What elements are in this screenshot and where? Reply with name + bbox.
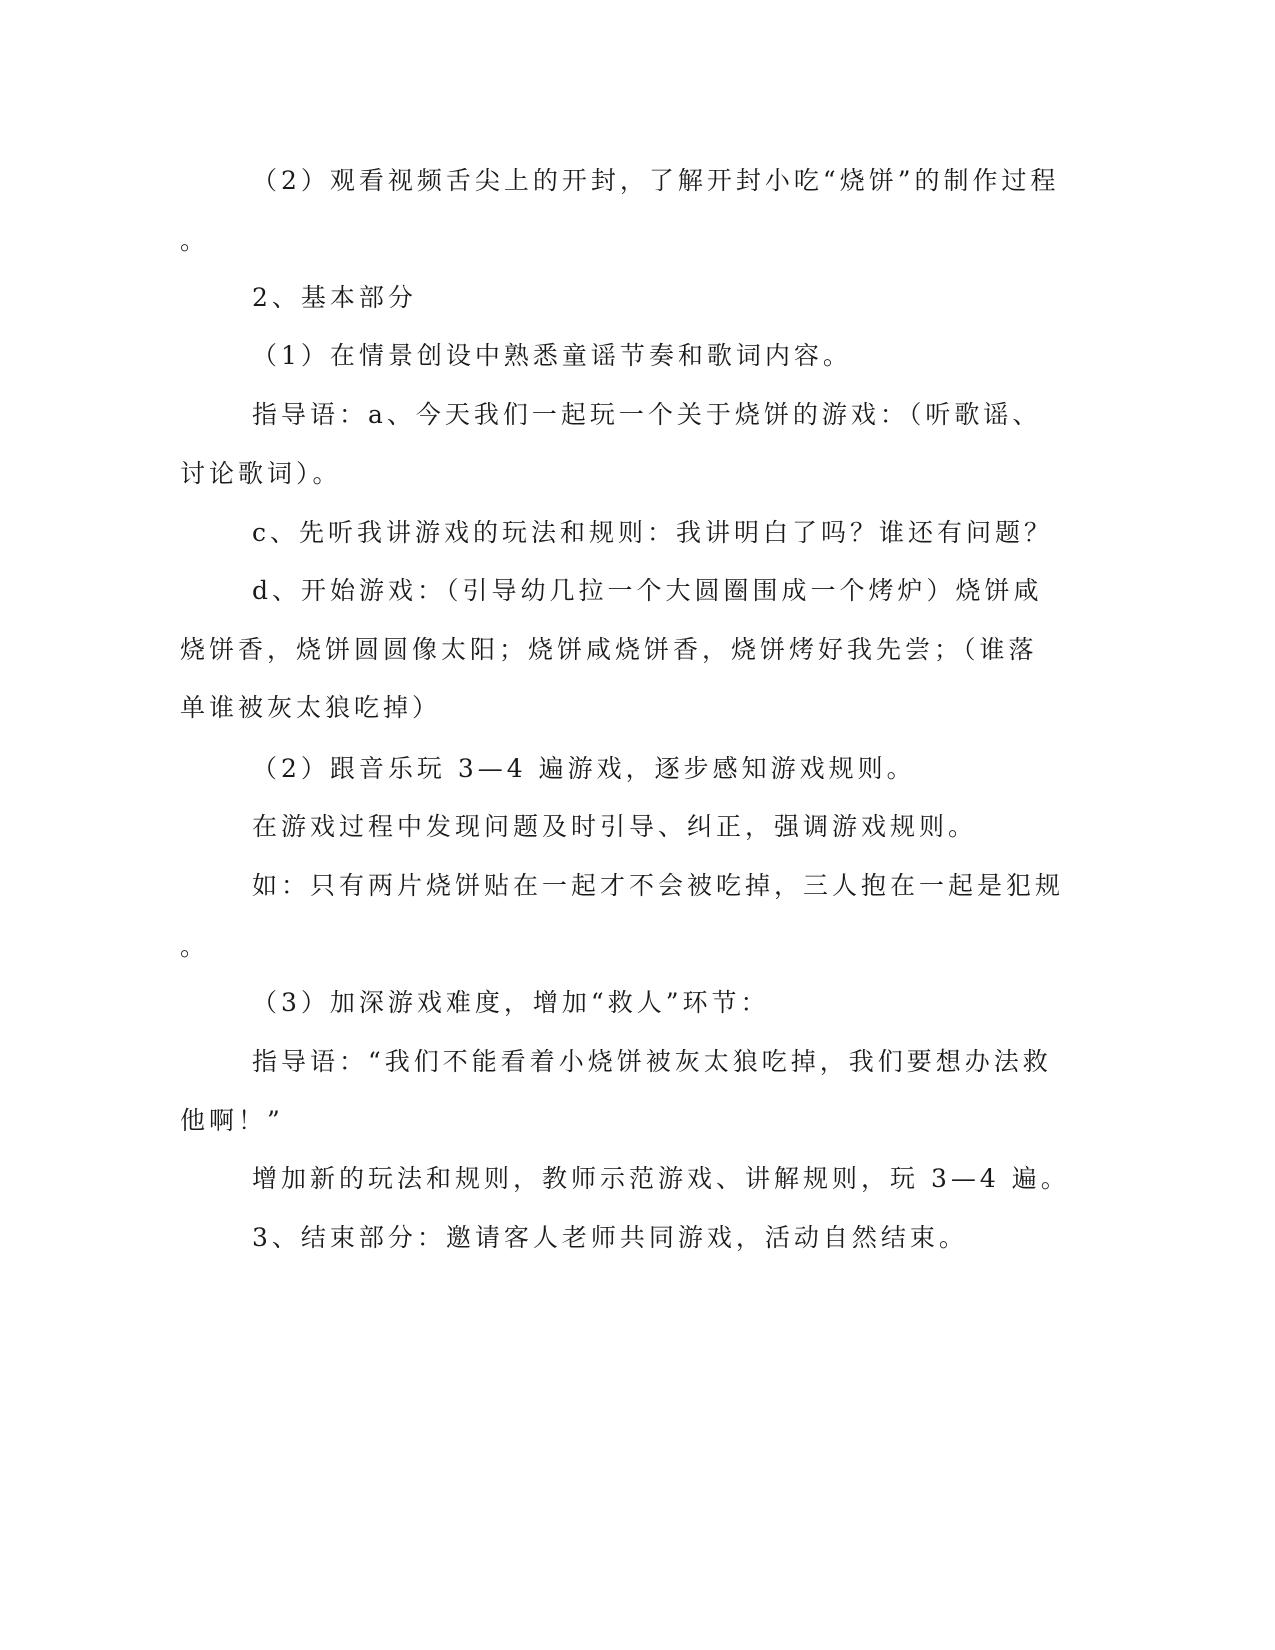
paragraph-line: 指导语：a、今天我们一起玩一个关于烧饼的游戏：（听歌谣、 (252, 400, 1042, 429)
paragraph-line: 指导语：“我们不能看着小烧饼被灰太狼吃掉，我们要想办法救 (252, 1047, 1052, 1076)
paragraph-line: d、开始游戏：（引导幼几拉一个大圆圈围成一个烤炉）烧饼咸 (252, 576, 1043, 605)
paragraph-line: （1）在情景创设中熟悉童谣节奏和歌词内容。 (252, 341, 852, 370)
paragraph-line: 讨论歌词）。 (180, 459, 342, 488)
paragraph-line: 如：只有两片烧饼贴在一起才不会被吃掉，三人抱在一起是犯规 (252, 871, 1065, 900)
paragraph-line: 增加新的玩法和规则，教师示范游戏、讲解规则，玩 3—4 遍。 (252, 1164, 1070, 1193)
paragraph-line: 他啊！” (180, 1106, 284, 1135)
section-heading: 3、结束部分：邀请客人老师共同游戏，活动自然结束。 (252, 1223, 968, 1252)
paragraph-line: 在游戏过程中发现问题及时引导、纠正，强调游戏规则。 (252, 812, 978, 841)
paragraph-line: c、先听我讲游戏的玩法和规则：我讲明白了吗？谁还有问题？ (252, 518, 1054, 547)
section-heading: 2、基本部分 (252, 283, 417, 312)
paragraph-line: （2）观看视频舌尖上的开封，了解开封小吃“烧饼”的制作过程 (252, 166, 1060, 195)
paragraph-line: 。 (180, 226, 210, 255)
paragraph-line: 烧饼香，烧饼圆圆像太阳；烧饼咸烧饼香，烧饼烤好我先尝；（谁落 (180, 635, 1038, 664)
paragraph-line: 单谁被灰太狼吃掉） (180, 693, 442, 722)
paragraph-line: （3）加深游戏难度，增加“救人”环节： (252, 988, 770, 1017)
paragraph-line: （2）跟音乐玩 3—4 遍游戏，逐步感知游戏规则。 (252, 754, 916, 783)
paragraph-line: 。 (180, 932, 210, 961)
